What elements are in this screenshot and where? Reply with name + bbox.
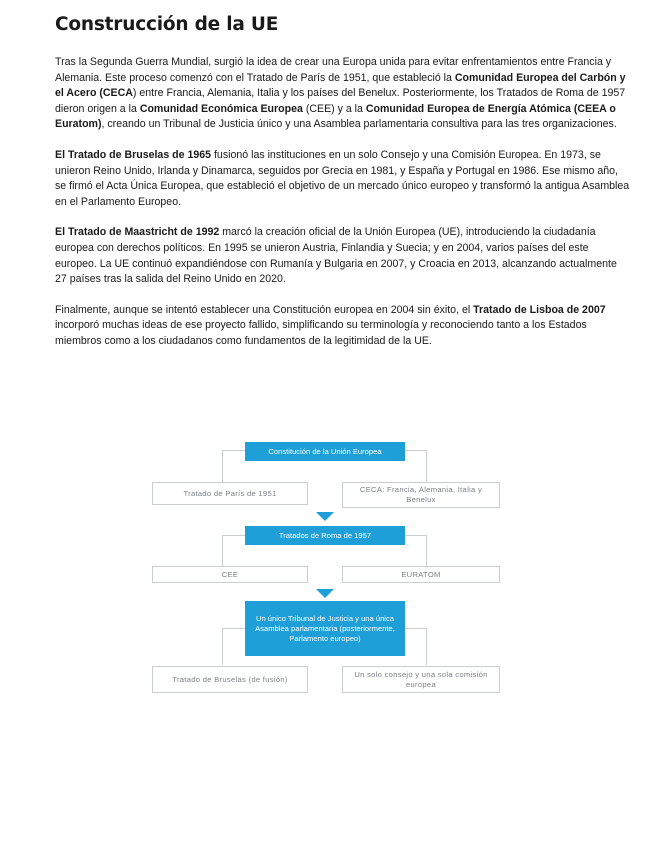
text: incorporó muchas ideas de ese proyecto fallido, simplificando su terminología y reconociendo tanto a los Estados miembros como a los ciudadanos como fundamentos de la legitimidad de la UE. [55,319,587,347]
connector-line [222,628,223,665]
text: marcó la creación oficial de la Unión Europea (UE), introduciendo la ciudadanía europea con derechos políticos. En 1995 se unieron Austria, Finlandia y Suecia; y en 2004, varios países del este europeo. La UE continuó expandiéndose con Rumanía y Bulgaria en 2007, y Croacia en 2013, alcanzando actualmente 27 países tras la salida del Reino Unido en 2020. [55,226,617,286]
bold-text: Comunidad Europea de Energía Atómica (CEEA o Euratom) [55,102,616,131]
paragraph-2 [55,148,631,210]
bold-text: El Tratado de Maastricht de 1992 [55,226,220,239]
connector-line [405,628,427,629]
box-tratado-paris: Tratado de París de 1951 [152,482,308,505]
paragraph-1 [55,55,631,133]
page-title: Construcción de la UE [55,14,279,35]
connector-line [222,628,245,629]
connector-line [426,628,427,665]
box-consejo-comision: Un solo consejo y una sola comisión europea [342,666,500,693]
connector-line [426,450,427,482]
document-page [55,14,631,365]
connector-line [405,535,427,536]
connector-line [405,450,427,451]
bold-text: El Tratado de Bruselas de 1965 [55,148,212,161]
box-euratom: EURATOM [342,566,500,583]
connector-line [222,535,223,566]
arrow-down-icon [316,589,334,598]
connector-line [222,450,245,451]
box-constitucion-ue: Constitución de la Unión Europea [245,442,405,461]
bold-text: Tratado de Lisboa de 2007 [473,303,606,316]
bold-text: Comunidad Económica Europea [139,102,303,115]
text: (CEE) y a la [302,102,366,115]
box-tribunal-asamblea: Un único Tribunal de Justicia y una única Asamblea parlamentaria (posteriormente, Parlamento europeo) [245,601,405,656]
arrow-down-icon [316,512,334,521]
connector-line [222,535,245,536]
text: , creando un Tribunal de Justicia único y una Asamblea parlamentaria consultiva para las tres organizaciones. [101,118,617,131]
box-tratado-bruselas: Tratado de Bruselas (de fusión) [152,666,308,693]
text: fusionó las instituciones en un solo Consejo y una Comisión Europea. En 1973, se unieron Reino Unido, Irlanda y Dinamarca, seguidos por Grecia en 1981, y España y Portugal en 1986. Ese mismo año, se firmó el Acta Única Europea, que estableció el objetivo de un mercado único europeo y transformó la antigua Asamblea en el Parlamento Europeo. [55,148,630,208]
paragraph-3 [55,225,631,287]
text: ) entre Francia, Alemania, Italia y los países del Benelux. Posteriormente, los Tratados de Roma de 1957 dieron origen a la [55,87,626,115]
box-cee: CEE [152,566,308,583]
connector-line [426,535,427,566]
box-tratados-roma: Tratados de Roma de 1957 [245,526,405,545]
box-ceca: CECA: Francia, Alemania, Italia y Benelux [342,482,500,508]
bold-text: Comunidad Europea del Carbón y el Acero (CECA [55,71,626,100]
text: Finalmente, aunque se intentó establecer una Constitución europea en 2004 sin éxito, el [55,303,474,316]
text: Tras la Segunda Guerra Mundial, surgió la idea de crear una Europa unida para evitar enfrentamientos entre Francia y Alemania. Este proceso comenzó con el Tratado de París de 1951, que estableció la [55,56,612,84]
connector-line [222,450,223,482]
paragraph-4 [55,303,631,350]
